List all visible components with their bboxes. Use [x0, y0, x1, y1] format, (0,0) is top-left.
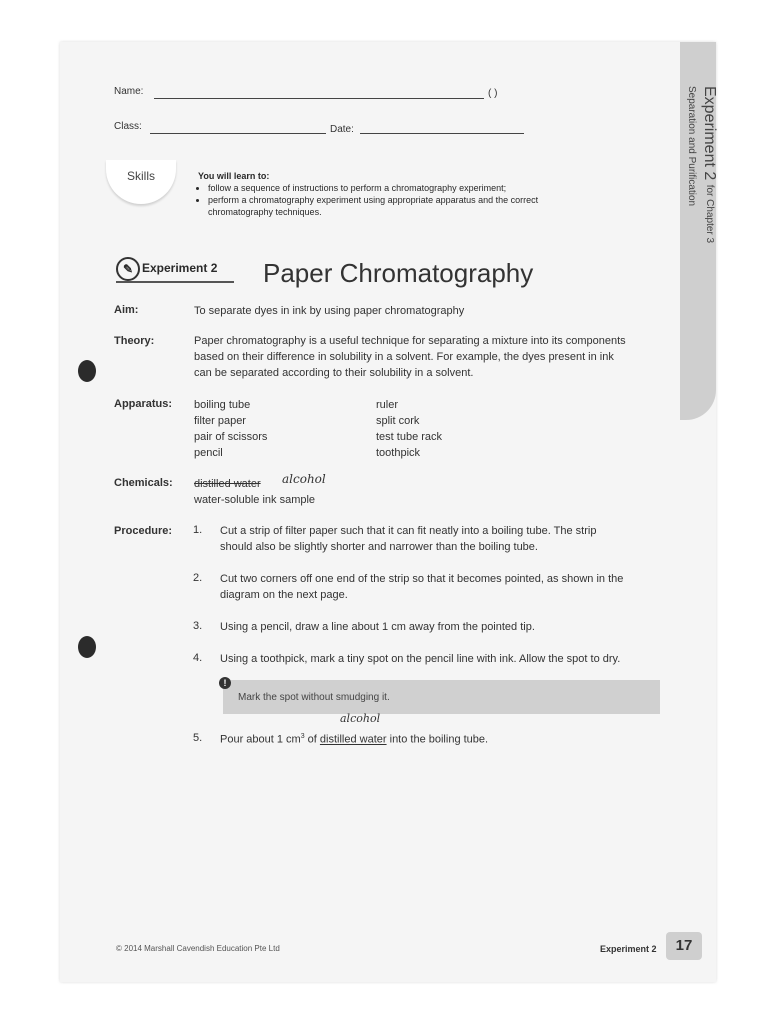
- step-5-pre: Pour about 1 cm: [220, 733, 301, 746]
- apparatus-item: filter paper: [194, 415, 246, 427]
- apparatus-item: toothpick: [376, 447, 421, 459]
- date-label: Date:: [330, 124, 354, 135]
- copyright: © 2014 Marshall Cavendish Education Pte Ltd: [116, 944, 280, 953]
- theory-line: can be separated according to their solubility in a solvent.: [194, 367, 474, 379]
- page-number: 17: [666, 932, 702, 960]
- handwritten-alcohol-step5: alcohol: [340, 712, 381, 725]
- chemical-ink-sample: water-soluble ink sample: [194, 494, 316, 506]
- step-line: Using a pencil, draw a line about 1 cm away from the pointed tip.: [220, 621, 535, 633]
- procedure-label: Procedure:: [114, 525, 173, 537]
- step-5-post: into the boiling tube.: [386, 733, 489, 746]
- skills-item: • follow a sequence of instructions to perform a chromatography experiment;: [208, 182, 668, 194]
- chemical-distilled-water: distilled water: [194, 478, 261, 490]
- skills-item-continued: chromatography techniques.: [208, 207, 322, 217]
- step-number: 4.: [193, 652, 203, 664]
- step-number: 5.: [193, 732, 203, 744]
- step-4: [220, 651, 660, 667]
- chemicals-label: Chemicals:: [114, 477, 173, 489]
- step-5: [220, 729, 660, 748]
- experiment-icon: ✎: [116, 257, 140, 281]
- theory-text: [194, 333, 664, 381]
- binder-hole-top: [78, 360, 96, 382]
- theory-line: Paper chromatography is a useful technique for separating a mixture into its components: [194, 335, 626, 347]
- handwritten-alcohol: alcohol: [282, 472, 326, 486]
- apparatus-item: boiling tube: [194, 399, 251, 411]
- class-field[interactable]: [150, 133, 326, 134]
- side-tab-topic: Separation and Purification: [686, 86, 697, 207]
- step-line: Cut a strip of filter paper such that it can fit neatly into a boiling tube. The strip: [220, 525, 597, 537]
- theory-line: based on their difference in solubility in a solvent. For example, the dyes present in ink: [194, 351, 614, 363]
- badge-underline: [116, 281, 234, 283]
- step-line: Using a toothpick, mark a tiny spot on the pencil line with ink. Allow the spot to dry.: [220, 653, 621, 665]
- apparatus-item: ruler: [376, 399, 399, 411]
- skills-bubble: Skills: [106, 160, 176, 204]
- name-label: Name:: [114, 86, 144, 97]
- apparatus-col2: [376, 397, 442, 461]
- date-field[interactable]: [360, 133, 524, 134]
- skills-heading: You will learn to:: [198, 171, 270, 181]
- skills-item: • perform a chromatography experiment using appropriate apparatus and the correct: [208, 194, 668, 206]
- class-label: Class:: [114, 121, 142, 132]
- name-field[interactable]: [154, 98, 484, 99]
- page-title: Paper Chromatography: [263, 258, 534, 288]
- step-5-distilled-water: distilled water: [319, 733, 387, 746]
- step-5-sup: 3: [300, 733, 305, 740]
- step-line: should also be slightly shorter and narrower than the boiling tube.: [220, 541, 538, 553]
- step-number: 2.: [193, 572, 203, 584]
- experiment-badge-label: Experiment 2: [142, 261, 218, 276]
- apparatus-item: pencil: [194, 447, 223, 459]
- side-tab-chapter: for Chapter 3: [704, 184, 715, 244]
- experiment-badge: [116, 257, 234, 281]
- aim-text: To separate dyes in ink by using paper chromatography: [194, 305, 465, 317]
- step-3: [220, 619, 660, 635]
- apparatus-col1: [194, 397, 267, 461]
- skills-block: [198, 171, 668, 218]
- aim-label: Aim:: [114, 304, 139, 316]
- step-line: diagram on the next page.: [220, 589, 348, 601]
- warning-icon: !: [219, 677, 231, 689]
- step-number: 3.: [193, 620, 203, 632]
- step-1: [220, 523, 660, 555]
- apparatus-label: Apparatus:: [114, 398, 173, 410]
- apparatus-item: pair of scissors: [194, 431, 268, 443]
- binder-hole-bottom: [78, 636, 96, 658]
- apparatus-item: split cork: [376, 415, 420, 427]
- theory-label: Theory:: [114, 335, 155, 347]
- skills-list: [198, 182, 668, 218]
- side-tab-experiment: Experiment 2: [701, 86, 718, 181]
- step-line: Cut two corners off one end of the strip so that it becomes pointed, as shown in the: [220, 573, 624, 585]
- apparatus-item: test tube rack: [376, 431, 443, 443]
- step-5-mid: of: [304, 733, 320, 746]
- footer-experiment: Experiment 2: [600, 944, 657, 954]
- step-number: 1.: [193, 524, 203, 536]
- register-number-paren: ( ): [488, 88, 498, 99]
- note-text: Mark the spot without smudging it.: [238, 692, 390, 703]
- step-2: [220, 571, 660, 603]
- side-tab-text: [684, 86, 718, 386]
